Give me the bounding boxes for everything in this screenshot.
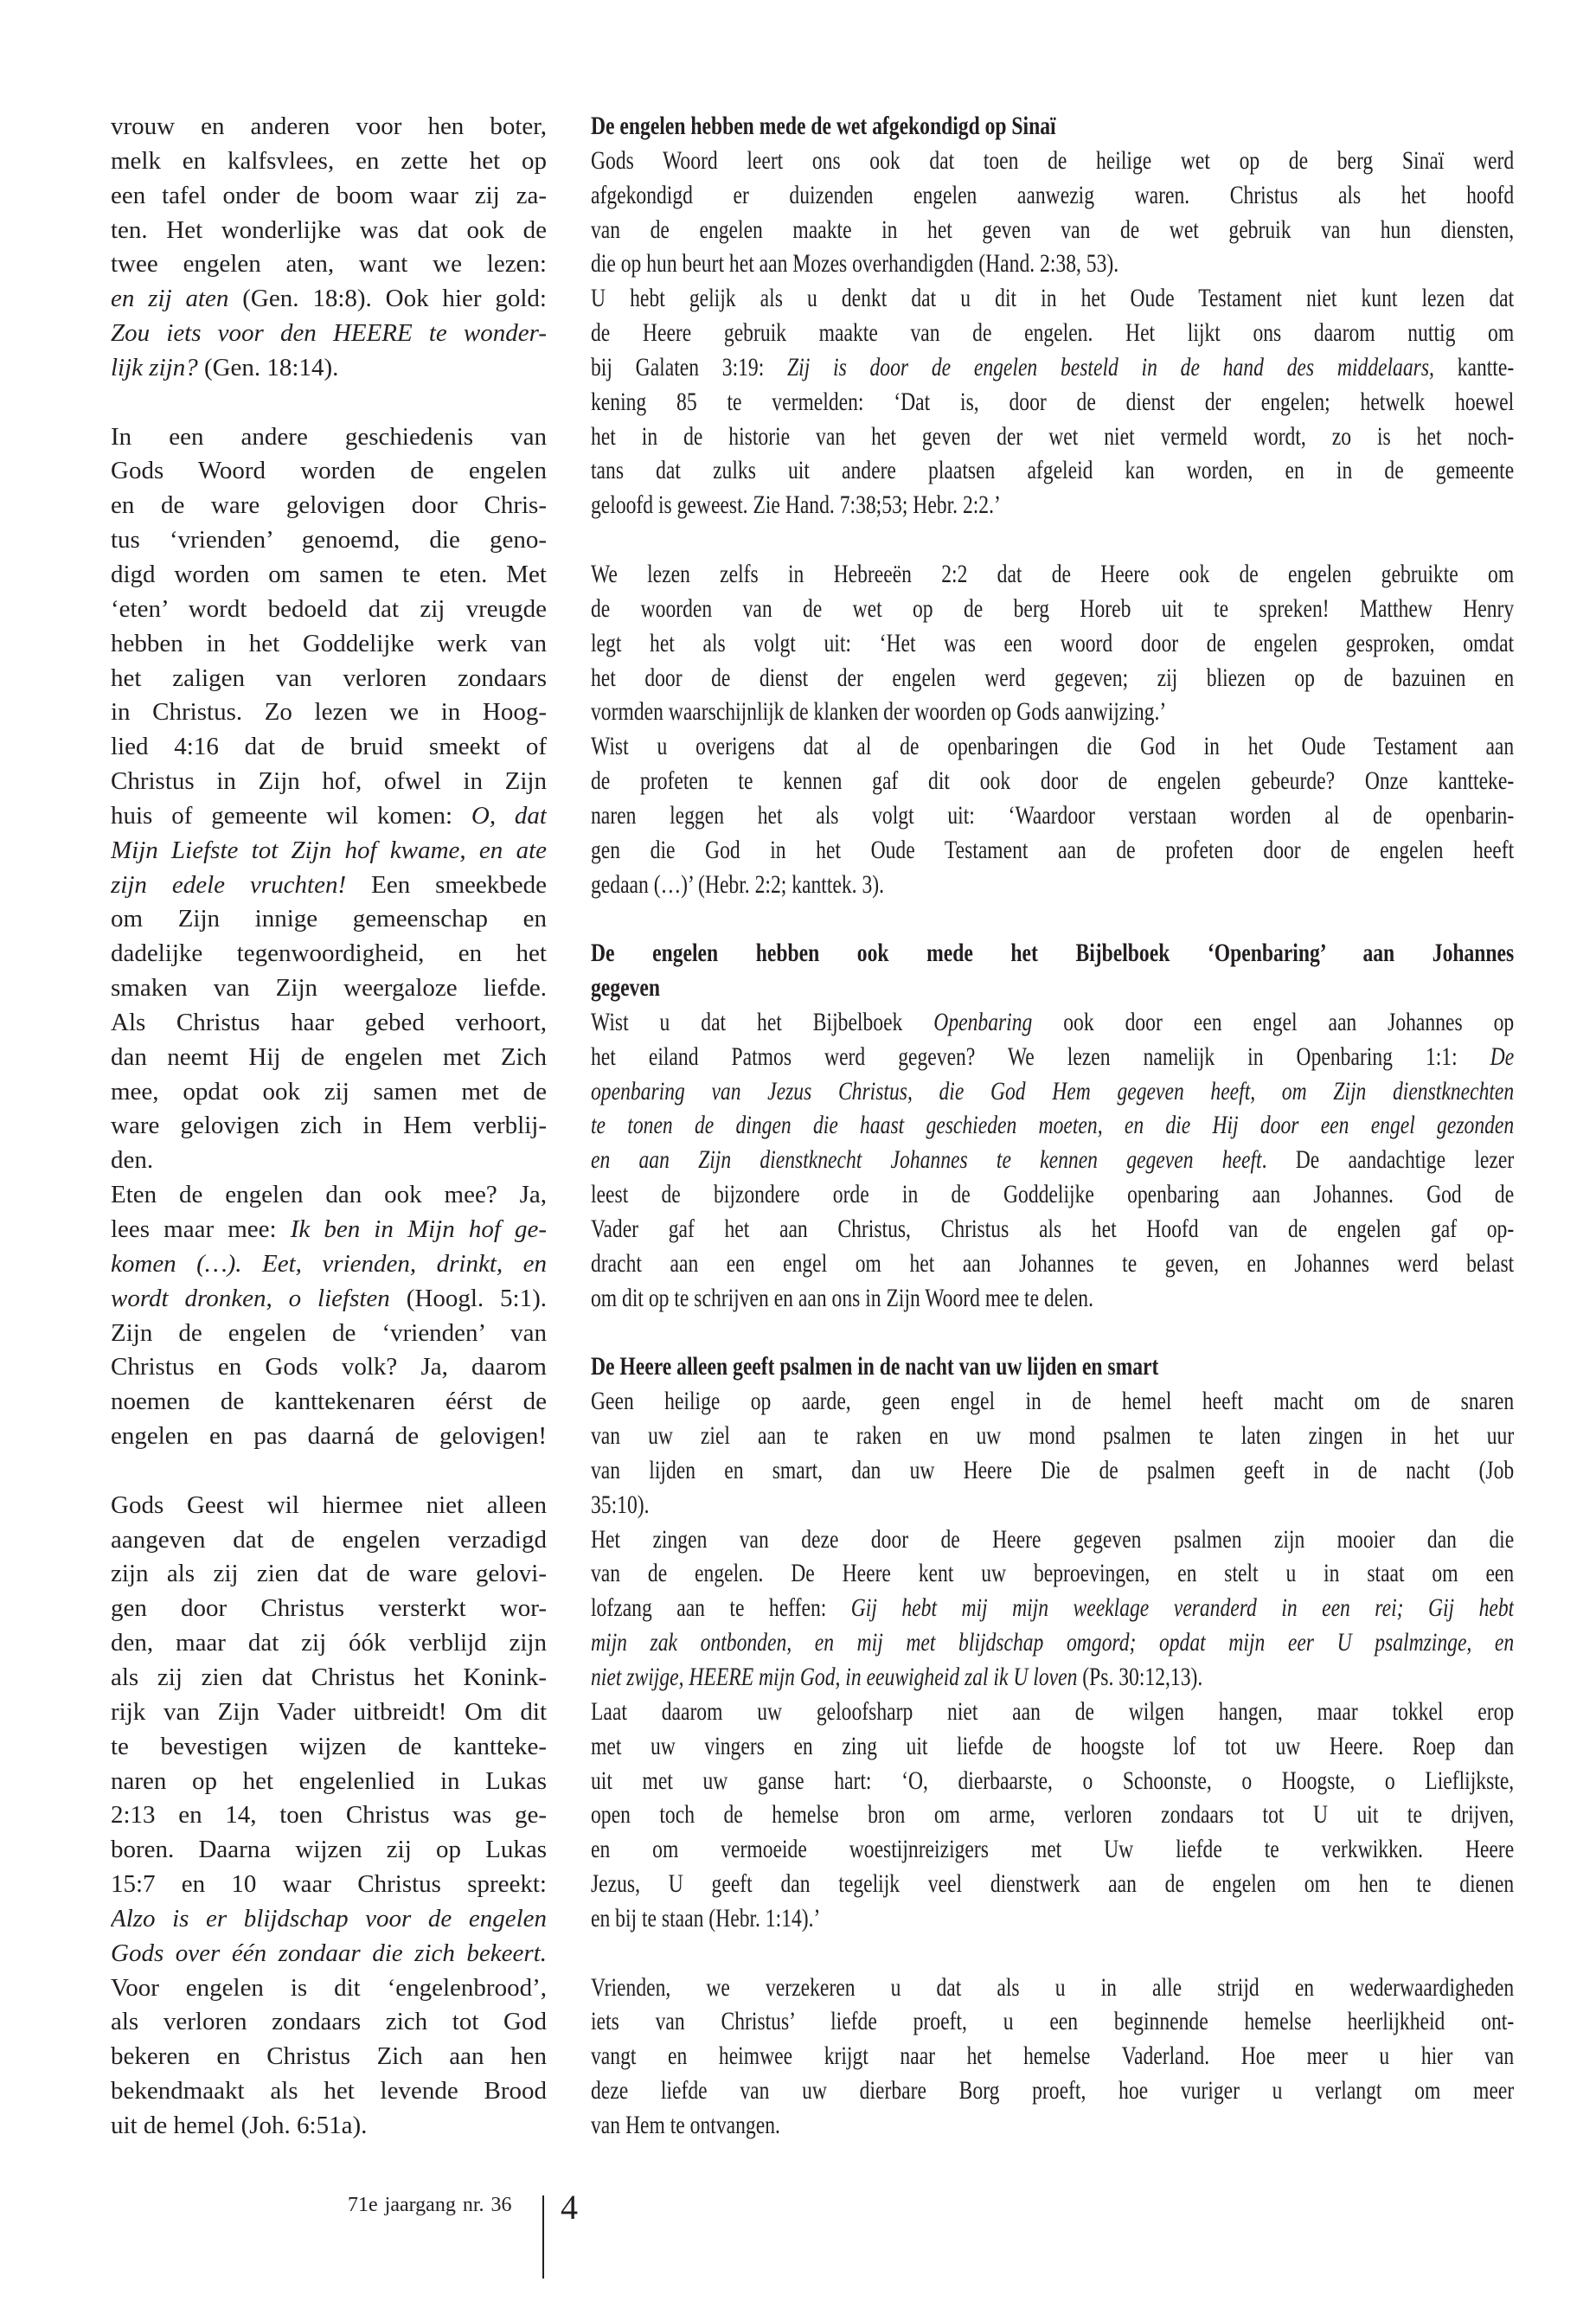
text-run: tans dat zulks uit andere plaatsen afgeleid kan worden, en in de gemeente — [591, 457, 1515, 485]
text-run: bekeren en Christus Zich aan hen — [111, 2042, 547, 2071]
text-run: naren leggen het als volgt uit: ‘Waardoor verstaan worden al de openbarin- — [591, 801, 1515, 830]
text-run: vrouw en anderen voor hen boter, — [111, 112, 547, 140]
text-run: aangeven dat de engelen verzadigd — [111, 1525, 547, 1554]
text-line — [591, 627, 1514, 662]
text-run: den. — [111, 1146, 154, 1175]
text-run: Christus in Zijn hof, ofwel in Zijn — [111, 767, 547, 796]
text-line — [111, 1282, 547, 1317]
text-run: met uw vingers en zing uit liefde de hoogste lof tot uw Heere. Roep dan — [591, 1732, 1515, 1760]
text-line — [111, 868, 547, 903]
text-line — [591, 834, 1514, 868]
text-run: rijk van Zijn Vader uitbreidt! Om dit — [111, 1697, 547, 1726]
text-line — [111, 1247, 547, 1282]
text-line — [111, 1971, 547, 2006]
text-run: huis of gemeente wil komen: — [111, 801, 471, 830]
text-line — [111, 1695, 547, 1730]
text-run: Vader gaf het aan Christus, Christus als het Hoofd van de engelen gaf op- — [591, 1215, 1515, 1243]
text-run: een tafel onder de boom waar zij za- — [111, 181, 547, 209]
text-run: . De aandachtige lezer — [1261, 1146, 1515, 1175]
text-run: om Zijn innige gemeenschap en — [111, 905, 547, 933]
italic-quote: en zij aten — [111, 285, 229, 313]
text-run: als verloren zondaars zich tot God — [111, 2008, 547, 2036]
text-run: Jezus, U geeft dan tegelijk veel dienstwerk aan de engelen om hen te dienen — [591, 1870, 1515, 1899]
text-line — [111, 558, 547, 593]
text-line — [111, 593, 547, 627]
page-number: 4 — [561, 2188, 578, 2227]
text-run: kening 85 te vermelden: ‘Dat is, door de dienst der engelen; hetwelk hoewel — [591, 388, 1515, 416]
text-line — [591, 1765, 1514, 1799]
text-run: In een andere geschiedenis van — [111, 422, 547, 451]
text-run: in Christus. Zo lezen we in Hoog- — [111, 698, 547, 727]
text-run: vangt en heimwee krijgt naar het hemelse Vaderland. Hoe meer u hier van — [591, 2042, 1515, 2071]
text-line — [111, 799, 547, 834]
text-line — [591, 454, 1514, 489]
text-run: Het zingen van deze door de Heere gegeven psalmen zijn mooier dan die — [591, 1525, 1515, 1554]
text-line — [591, 1971, 1514, 2006]
text-run: Voor engelen is dit ‘engelenbrood’, — [111, 1973, 547, 2002]
text-line — [591, 695, 1514, 730]
text-line — [111, 420, 547, 455]
text-run: die op hun beurt het aan Mozes overhandigden (Hand. 2:38, 53). — [591, 250, 1119, 279]
text-run: Laat daarom uw geloofsharp niet aan de wilgen hangen, maar tokkel erop — [591, 1697, 1515, 1726]
text-line — [111, 110, 547, 144]
text-line — [111, 1557, 547, 1592]
text-line — [591, 1144, 1514, 1178]
text-line — [591, 317, 1514, 351]
text-line — [591, 1730, 1514, 1765]
text-line — [111, 1489, 547, 1523]
text-run: vormden waarschijnlijk de klanken der woorden op Gods aanwijzing.’ — [591, 698, 1167, 727]
text-run: smaken van Zijn weergaloze liefde. — [111, 974, 547, 1003]
text-run: geloofd is geweest. Zie Hand. 7:38;53; Hebr. 2:2.’ — [591, 491, 1001, 520]
text-run: digd worden om samen te eten. Met — [111, 560, 547, 588]
text-line — [111, 454, 547, 489]
text-run: legt het als volgt uit: ‘Het was een woord door de engelen gesproken, omdat — [591, 629, 1515, 657]
text-run: (Ps. 30:12,13). — [1077, 1663, 1203, 1691]
blank-line — [591, 902, 1514, 937]
text-run: zijn als zij zien dat de ware gelovi- — [111, 1560, 547, 1588]
issue-label: 71e jaargang nr. 36 — [348, 2194, 512, 2216]
text-line — [591, 868, 1514, 903]
text-run: lofzang aan te heffen: — [591, 1594, 851, 1623]
italic-quote: en aan Zijn dienstknecht Johannes te kennen gegeven heeft — [591, 1146, 1262, 1175]
text-line — [591, 1902, 1514, 1937]
text-run: het door de dienst der engelen werd gegeven; zij bliezen op de bazuinen en — [591, 663, 1515, 692]
text-line — [591, 1557, 1514, 1592]
text-line — [111, 1626, 547, 1661]
text-line — [591, 247, 1514, 282]
text-line — [111, 2074, 547, 2109]
text-run: Wist u dat het Bijbelboek — [591, 1008, 934, 1036]
text-run: het zaligen van verloren zondaars — [111, 663, 547, 692]
italic-quote: Gij hebt mij mijn weeklage veranderd in een rei; Gij hebt — [850, 1594, 1515, 1623]
text-line — [591, 1385, 1514, 1420]
text-line — [591, 179, 1514, 214]
text-line — [111, 1523, 547, 1558]
text-line — [591, 1489, 1514, 1523]
italic-quote: mijn zak ontbonden, en mij met blijdschap omgord; opdat mijn eer U psalmzinge, en — [591, 1629, 1515, 1657]
text-line — [111, 351, 547, 386]
text-line — [111, 317, 547, 351]
text-run: (Gen. 18:14). — [197, 353, 339, 381]
text-run: ware gelovigen zich in Hem verblij- — [111, 1112, 547, 1140]
text-run: melk en kalfsvlees, en zette het op — [111, 146, 547, 175]
text-line — [591, 799, 1514, 834]
text-line — [111, 1213, 547, 1247]
text-run: Wist u overigens dat al de openbaringen die God in het Oude Testament aan — [591, 733, 1515, 761]
italic-quote: te tonen de dingen die haast geschieden moeten, en die Hij door een engel gezonden — [591, 1112, 1515, 1140]
blank-line — [111, 386, 547, 420]
text-line — [111, 695, 547, 730]
text-line — [111, 247, 547, 282]
text-line — [591, 420, 1514, 455]
text-line — [111, 214, 547, 248]
text-run: en om vermoeide woestijnreizigers met Uw liefde te verkwikken. Heere — [591, 1836, 1515, 1864]
text-run: boren. Daarna wijzen zij op Lukas — [111, 1836, 547, 1864]
text-run: Geen heilige op aarde, geen engel in de hemel heeft macht om de snaren — [591, 1388, 1515, 1416]
italic-quote: wordt dronken, o liefsten — [111, 1284, 390, 1312]
text-run: ten. Het wonderlijke was dat ook de — [111, 215, 547, 244]
text-run: gedaan (…)’ (Hebr. 2:2; kanttek. 3). — [591, 870, 885, 899]
text-run: Christus en Gods volk? Ja, daarom — [111, 1353, 547, 1381]
text-run: het eiland Patmos werd gegeven? We lezen namelijk in Openbaring 1:1: — [591, 1042, 1490, 1071]
text-line — [111, 1041, 547, 1075]
text-run: Zijn de engelen de ‘vrienden’ van — [111, 1318, 547, 1347]
text-line — [111, 2040, 547, 2074]
text-line — [591, 1247, 1514, 1282]
text-run: van Hem te ontvangen. — [591, 2111, 780, 2139]
text-run: Vrienden, we verzekeren u dat als u in alle strijd en wederwaardigheden — [591, 1973, 1515, 2002]
text-line — [591, 386, 1514, 420]
right-column — [591, 110, 1514, 2144]
text-line — [591, 730, 1514, 765]
text-run: afgekondigd er duizenden engelen aanwezig waren. Christus als het hoofd — [591, 181, 1515, 209]
text-line — [591, 214, 1514, 248]
text-line — [111, 1765, 547, 1799]
italic-quote: O, dat — [471, 801, 547, 830]
text-run: Gods Woord worden de engelen — [111, 457, 547, 485]
text-line — [591, 1695, 1514, 1730]
italic-quote: zijn edele vruchten! — [111, 870, 347, 899]
text-line — [591, 351, 1514, 386]
text-run: noemen de kanttekenaren éérst de — [111, 1388, 547, 1416]
text-line — [591, 662, 1514, 696]
italic-quote: niet zwijge, HEERE mijn God, in eeuwigheid zal ik U loven — [591, 1663, 1078, 1691]
text-run: de profeten te kennen gaf dit ook door de engelen gebeurde? Onze kantteke- — [591, 767, 1515, 796]
text-run: lied 4:16 dat de bruid smeekt of — [111, 733, 547, 761]
text-run: dracht aan een engel om het aan Johannes te geven, en Johannes werd belast — [591, 1249, 1515, 1278]
text-line — [111, 1178, 547, 1213]
text-line — [591, 282, 1514, 317]
text-line — [591, 1282, 1514, 1317]
text-line — [111, 1833, 547, 1868]
blank-line — [591, 1937, 1514, 1971]
footer-divider — [542, 2195, 544, 2279]
text-run: Als Christus haar gebed verhoort, — [111, 1008, 547, 1036]
text-run: Een smeekbede — [346, 870, 547, 899]
text-run: om dit op te schrijven en aan ons in Zijn Woord mee te delen. — [591, 1284, 1093, 1312]
text-line — [111, 144, 547, 179]
text-run: U hebt gelijk als u denkt dat u dit in het Oude Testament niet kunt lezen dat — [591, 285, 1515, 313]
text-run: den, maar dat zij óók verblijd zijn — [111, 1629, 547, 1657]
italic-quote: Openbaring — [933, 1008, 1033, 1036]
italic-quote: Zij is door de engelen besteld in de hand des middelaars, — [787, 353, 1434, 381]
text-run: en de ware gelovigen door Chris- — [111, 491, 547, 520]
text-run: uit met uw ganse hart: ‘O, dierbaarste, o Schoonste, o Hoogste, o Lieflijkste, — [591, 1766, 1515, 1795]
text-run: van de engelen. De Heere kent uw beproevingen, en stelt u in staat om een — [591, 1560, 1515, 1588]
text-line — [591, 765, 1514, 799]
text-run: naren op het engelenlied in Lukas — [111, 1766, 547, 1795]
text-run: Gods Geest wil hiermee niet alleen — [111, 1490, 547, 1519]
text-line — [111, 282, 547, 317]
text-run: 2:13 en 14, toen Christus was ge- — [111, 1801, 547, 1830]
text-line — [591, 1454, 1514, 1489]
text-line — [111, 1937, 547, 1971]
text-line — [111, 2005, 547, 2040]
text-run: de Heere gebruik maakte van de engelen. Het lijkt ons daarom nuttig om — [591, 319, 1515, 348]
text-line — [591, 1075, 1514, 1110]
text-line — [111, 1317, 547, 1351]
text-line — [111, 730, 547, 765]
left-column — [111, 110, 547, 2144]
text-line — [111, 2109, 547, 2144]
text-run: dan neemt Hij de engelen met Zich — [111, 1042, 547, 1071]
text-line — [111, 971, 547, 1006]
text-line — [591, 1420, 1514, 1454]
text-line — [591, 1626, 1514, 1661]
text-run: kantte- — [1433, 353, 1515, 381]
text-run: gen die God in het Oude Testament aan de profeten door de engelen heeft — [591, 836, 1515, 864]
text-run: uit de hemel (Joh. 6:51a). — [111, 2111, 368, 2139]
blank-line — [111, 1454, 547, 1489]
text-run: iets van Christus’ liefde proeft, u een beginnende hemelse heerlijkheid ont- — [591, 2008, 1515, 2036]
text-line — [591, 1798, 1514, 1833]
text-line — [591, 2040, 1514, 2074]
section-heading: gegeven — [591, 974, 660, 1003]
text-line — [591, 1868, 1514, 1902]
text-run: tus ‘vrienden’ genoemd, die geno- — [111, 526, 547, 554]
text-line — [111, 902, 547, 937]
italic-quote: komen (…). Eet, vrienden, drinkt, en — [111, 1249, 547, 1278]
text-run: 15:7 en 10 waar Christus spreekt: — [111, 1870, 547, 1899]
text-line — [591, 1592, 1514, 1626]
text-run: van lijden en smart, dan uw Heere Die de psalmen geeft in de nacht (Job — [591, 1456, 1515, 1484]
text-run: 35:10). — [591, 1490, 650, 1519]
text-run: hebben in het Goddelijke werk van — [111, 629, 547, 657]
text-line — [111, 179, 547, 214]
blank-line — [591, 1317, 1514, 1351]
text-line — [591, 1523, 1514, 1558]
text-line — [591, 489, 1514, 523]
text-line — [591, 1213, 1514, 1247]
text-line — [591, 144, 1514, 179]
blank-line — [591, 523, 1514, 558]
text-run: ‘eten’ wordt bedoeld dat zij vreugde — [111, 594, 547, 623]
text-line — [591, 558, 1514, 593]
text-run: mee, opdat ook zij samen met de — [111, 1077, 547, 1106]
italic-quote: openbaring van Jezus Christus, die God Hem gegeven heeft, om Zijn dienstknechten — [591, 1077, 1515, 1106]
text-line — [111, 1902, 547, 1937]
text-line — [111, 1385, 547, 1420]
text-line — [111, 1420, 547, 1454]
text-run: (Gen. 18:8). Ook hier gold: — [228, 285, 547, 313]
text-run: van uw ziel aan te raken en uw mond psalmen te laten zingen in het uur — [591, 1422, 1515, 1451]
text-run: open toch de hemelse bron om arme, verloren zondaars tot U uit te drijven, — [591, 1801, 1515, 1830]
text-line — [111, 523, 547, 558]
text-line — [591, 1833, 1514, 1868]
italic-quote: Zou iets voor den HEERE te wonder- — [111, 319, 547, 348]
text-line — [591, 1661, 1514, 1695]
text-run: lees maar mee: — [111, 1215, 291, 1243]
text-line — [111, 1798, 547, 1833]
text-run: twee engelen aten, want we lezen: — [111, 250, 547, 279]
text-run: de woorden van de wet op de berg Horeb uit te spreken! Matthew Henry — [591, 594, 1515, 623]
text-run: deze liefde van uw dierbare Borg proeft, hoe vuriger u verlangt om meer — [591, 2077, 1515, 2106]
text-line — [111, 937, 547, 971]
text-line — [591, 1109, 1514, 1144]
text-run: als zij zien dat Christus het Konink- — [111, 1663, 547, 1691]
text-line — [111, 1109, 547, 1144]
text-run: leest de bijzondere orde in de Goddelijke openbaring aan Johannes. God de — [591, 1181, 1515, 1209]
text-line — [591, 593, 1514, 627]
text-run: van de engelen maakte in het geven van de wet gebruik van hun diensten, — [591, 215, 1515, 244]
text-run: het in de historie van het geven der wet niet vermeld wordt, zo is het noch- — [591, 422, 1515, 451]
section-heading: De engelen hebben mede de wet afgekondigd op Sinaï — [591, 112, 1056, 140]
italic-quote: Alzo is er blijdschap voor de engelen — [111, 1904, 547, 1932]
text-line — [111, 627, 547, 662]
italic-quote: Ik ben in Mijn hof ge- — [290, 1215, 547, 1243]
text-line — [111, 1661, 547, 1695]
italic-quote: Mijn Liefste tot Zijn hof kwame, en ate — [111, 836, 547, 864]
text-line — [591, 2074, 1514, 2109]
text-run: Gods Woord leert ons ook dat toen de heilige wet op de berg Sinaï werd — [591, 146, 1515, 175]
text-line — [111, 662, 547, 696]
text-run: bij Galaten 3:19: — [591, 353, 788, 381]
text-line — [591, 2109, 1514, 2144]
text-run: engelen en pas daarná de gelovigen! — [111, 1422, 547, 1451]
text-line — [111, 1868, 547, 1902]
text-run: te bevestigen wijzen de kantteke- — [111, 1732, 547, 1760]
text-run: en bij te staan (Hebr. 1:14).’ — [591, 1904, 821, 1932]
text-run: gen door Christus versterkt wor- — [111, 1594, 547, 1623]
text-line — [591, 2005, 1514, 2040]
text-line — [111, 1144, 547, 1178]
italic-quote: De — [1490, 1042, 1515, 1071]
text-line — [111, 1730, 547, 1765]
text-line — [111, 1006, 547, 1041]
text-line — [111, 489, 547, 523]
text-line — [111, 1592, 547, 1626]
text-run: We lezen zelfs in Hebreeën 2:2 dat de Heere ook de engelen gebruikte om — [591, 560, 1515, 588]
text-line — [591, 1041, 1514, 1075]
text-run: ook door een engel aan Johannes op — [1032, 1008, 1515, 1036]
text-line — [111, 1350, 547, 1385]
text-line — [111, 765, 547, 799]
text-run: Eten de engelen dan ook mee? Ja, — [111, 1181, 547, 1209]
italic-quote: lijk zijn? — [111, 353, 198, 381]
section-heading: De Heere alleen geeft psalmen in de nacht van uw lijden en smart — [591, 1353, 1159, 1381]
text-run: dadelijke tegenwoordigheid, en het — [111, 939, 547, 968]
text-line — [111, 834, 547, 868]
text-line — [591, 1178, 1514, 1213]
text-run: bekendmaakt als het levende Brood — [111, 2077, 547, 2106]
text-run: (Hoogl. 5:1). — [389, 1284, 547, 1312]
text-line — [591, 1006, 1514, 1041]
italic-quote: Gods over één zondaar die zich bekeert. — [111, 1939, 547, 1967]
text-line — [111, 1075, 547, 1110]
section-heading: De engelen hebben ook mede het Bijbelboek ‘Openbaring’ aan Johannes — [591, 939, 1515, 968]
